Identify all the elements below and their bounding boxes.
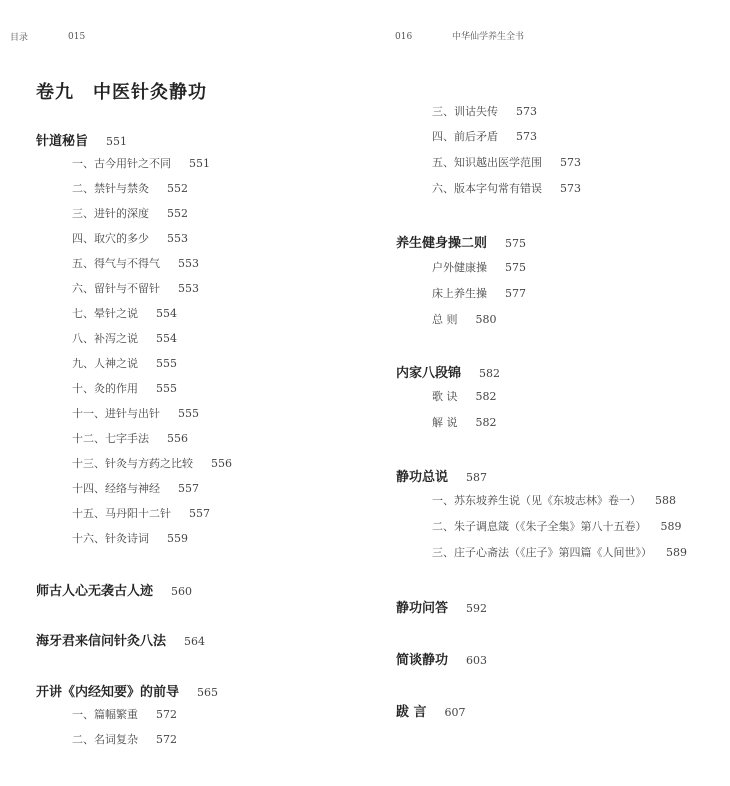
toc-item: 六、版本字句常有错误 573 xyxy=(432,182,581,195)
header-left-page-number: 015 xyxy=(68,32,86,42)
section-title: 内家八段锦 xyxy=(396,366,462,381)
section-page: 564 xyxy=(184,635,206,648)
section-page: 592 xyxy=(466,602,488,615)
toc-item: 床上养生操 577 xyxy=(432,287,526,300)
toc-item: 六、留针与不留针 553 xyxy=(72,282,199,295)
section-title: 针道秘旨 xyxy=(36,134,89,149)
toc-section-1 xyxy=(36,130,127,149)
toc-item: 十二、七字手法 556 xyxy=(72,432,188,445)
section-page: 565 xyxy=(197,686,219,699)
header-section-label: 目录 xyxy=(10,33,29,43)
header-book-title: 中华仙学养生全书 xyxy=(452,32,525,42)
toc-item: 解 说 582 xyxy=(432,416,497,429)
section-title: 养生健身操二则 xyxy=(396,236,488,251)
toc-item: 二、朱子调息箴（《朱子全集》第八十五卷） 589 xyxy=(432,520,682,533)
toc-item: 总 则 580 xyxy=(432,313,497,326)
toc-item: 一、苏东坡养生说（见《东坡志林》卷一） 588 xyxy=(432,494,676,507)
section-page: 560 xyxy=(171,585,193,598)
section-page: 575 xyxy=(505,237,527,250)
toc-item: 十三、针灸与方药之比较 556 xyxy=(72,457,232,470)
toc-item: 三、进针的深度 552 xyxy=(72,207,188,220)
section-page: 551 xyxy=(106,135,128,148)
toc-item: 五、得气与不得气 553 xyxy=(72,257,199,270)
toc-item: 三、庄子心斋法（《庄子》第四篇《人间世》） 589 xyxy=(432,546,687,559)
toc-section-10 xyxy=(396,701,466,720)
toc-item: 十、灸的作用 555 xyxy=(72,382,177,395)
toc-item: 一、古今用针之不同 551 xyxy=(72,157,210,170)
section-title: 开讲《内经知要》的前导 xyxy=(36,685,180,700)
toc-section-7 xyxy=(396,466,487,485)
section-page: 582 xyxy=(479,367,501,380)
section-title: 海牙君来信问针灸八法 xyxy=(36,634,167,649)
toc-item: 二、禁针与禁灸 552 xyxy=(72,182,188,195)
toc-item: 四、前后矛盾 573 xyxy=(432,130,537,143)
toc-section-4 xyxy=(36,681,218,700)
toc-item: 十五、马丹阳十二针 557 xyxy=(72,507,210,520)
toc-item: 二、名词复杂 572 xyxy=(72,733,177,746)
section-title: 静功问答 xyxy=(396,601,449,616)
toc-item: 户外健康操 575 xyxy=(432,261,526,274)
toc-item: 九、人神之说 555 xyxy=(72,357,177,370)
toc-section-9 xyxy=(396,649,487,668)
section-page: 607 xyxy=(444,706,466,719)
section-page: 603 xyxy=(466,654,488,667)
toc-section-3 xyxy=(36,630,205,649)
toc-item: 十一、进针与出针 555 xyxy=(72,407,199,420)
section-title: 静功总说 xyxy=(396,470,449,485)
toc-item: 一、篇幅繁重 572 xyxy=(72,708,177,721)
volume-title: 卷九 中医针灸静功 xyxy=(36,82,207,103)
toc-item: 七、晕针之说 554 xyxy=(72,307,177,320)
section-title: 师古人心无袭古人迹 xyxy=(36,584,154,599)
toc-section-2 xyxy=(36,580,192,599)
toc-item: 五、知识越出医学范围 573 xyxy=(432,156,581,169)
toc-item: 八、补泻之说 554 xyxy=(72,332,177,345)
toc-item: 十六、针灸诗词 559 xyxy=(72,532,188,545)
toc-item: 歌 诀 582 xyxy=(432,390,497,403)
section-title: 跋 言 xyxy=(396,705,427,720)
section-title: 简谈静功 xyxy=(396,653,449,668)
toc-section-6 xyxy=(396,362,500,381)
toc-item: 四、取穴的多少 553 xyxy=(72,232,188,245)
section-page: 587 xyxy=(466,471,488,484)
toc-section-5 xyxy=(396,232,526,251)
toc-item: 十四、经络与神经 557 xyxy=(72,482,199,495)
toc-item: 三、训诂失传 573 xyxy=(432,105,537,118)
header-right-page-number: 016 xyxy=(395,32,413,42)
toc-section-8 xyxy=(396,597,487,616)
